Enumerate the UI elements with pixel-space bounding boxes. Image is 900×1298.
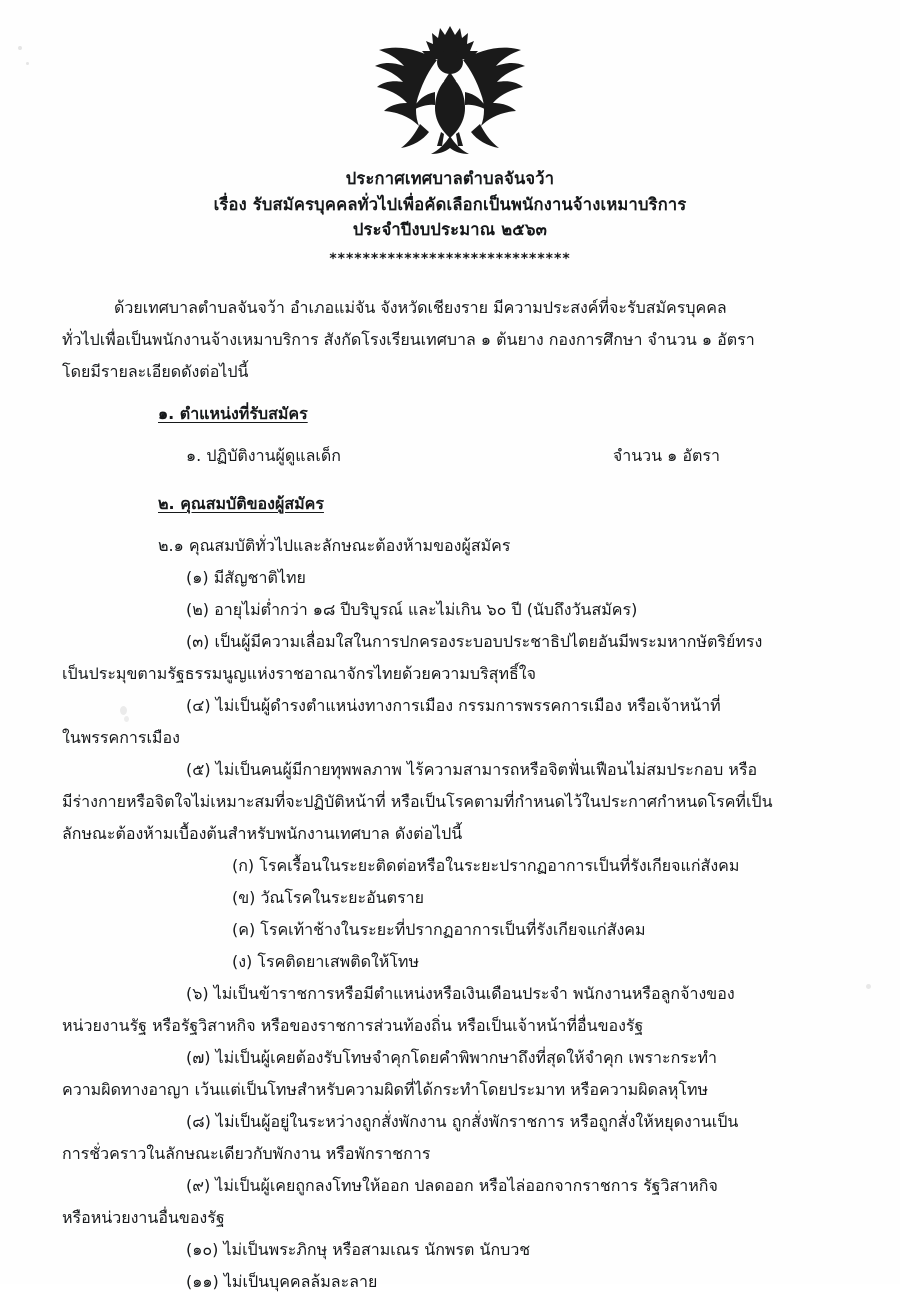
list-item-continuation: หน่วยงานรัฐ หรือรัฐวิสาหกิจ หรือของราชการส่วนท้องถิ่น หรือเป็นเจ้าหน้าที่อื่นของรัฐ: [62, 1016, 644, 1036]
sub-list-item: (ง) โรคติดยาเสพติดให้โทษ: [232, 952, 420, 972]
scan-speck: [866, 984, 871, 989]
section-1-heading: [62, 398, 838, 430]
section-2-heading-text: ๒. คุณสมบัติของผู้สมัคร: [158, 494, 324, 514]
list-item: (๘) ไม่เป็นผู้อยู่ในระหว่างถูกสั่งพักงาน ถูกสั่งพักราชการ หรือถูกสั่งให้หยุดงานเป็น: [186, 1112, 739, 1132]
sub-list-item: (ข) วัณโรคในระยะอันตราย: [232, 888, 425, 908]
section-1-heading-text: ๑. ตำแหน่งที่รับสมัคร: [158, 404, 308, 424]
scan-speck: [26, 62, 29, 65]
list-item: (๔) ไม่เป็นผู้ดำรงตำแหน่งทางการเมือง กรรมการพรรคการเมือง หรือเจ้าหน้าที่: [186, 696, 721, 716]
document-body: [62, 292, 838, 1298]
scan-speck: [120, 706, 127, 715]
list-item: (๗) ไม่เป็นผู้เคยต้องรับโทษจำคุกโดยคำพิพากษาถึงที่สุดให้จำคุก เพราะกระทำ: [186, 1048, 718, 1068]
section-1-position-amount: จำนวน ๑ อัตรา: [612, 446, 720, 466]
garuda-emblem: [365, 20, 535, 160]
list-item: (๑๑) ไม่เป็นบุคคลล้มละลาย: [186, 1272, 378, 1292]
section-2-subheading: ๒.๑ คุณสมบัติทั่วไปและลักษณะต้องห้ามของผู้สมัคร: [158, 536, 511, 556]
sub-list-item: (ค) โรคเท้าช้างในระยะที่ปรากฏอาการเป็นที่รังเกียจแก่สังคม: [232, 920, 646, 940]
scan-speck: [124, 716, 129, 722]
intro-paragraph-line-3: โดยมีรายละเอียดดังต่อไปนี้: [62, 362, 249, 382]
header-title-line-1: ประกาศเทศบาลตำบลจันจว้า: [345, 169, 555, 188]
list-item: (๑๐) ไม่เป็นพระภิกษุ หรือสามเณร นักพรต นักบวช: [186, 1240, 531, 1260]
sub-list-item: (ก) โรคเรื้อนในระยะติดต่อหรือในระยะปรากฏอาการเป็นที่รังเกียจแก่สังคม: [232, 856, 740, 876]
section-1-position-label: ๑. ปฏิบัติงานผู้ดูแลเด็ก: [186, 446, 341, 466]
list-item-continuation: การชั่วคราวในลักษณะเดียวกับพักงาน หรือพักราชการ: [62, 1144, 431, 1164]
intro-paragraph-line-1: ด้วยเทศบาลตำบลจันจว้า อำเภอแม่จัน จังหวัดเชียงราย มีความประสงค์ที่จะรับสมัครบุคคล: [114, 298, 727, 318]
section-2-item-list: [62, 562, 838, 1298]
list-item-continuation: เป็นประมุขตามรัฐธรรมนูญแห่งราชอาณาจักรไทยด้วยความบริสุทธิ์ใจ: [62, 664, 536, 684]
intro-paragraph-line-2: ทั่วไปเพื่อเป็นพนักงานจ้างเหมาบริการ สังกัดโรงเรียนเทศบาล ๑ ต้นยาง กองการศึกษา จำนวน ๑ อัตรา: [62, 330, 755, 350]
header-divider: *****************************: [329, 250, 571, 267]
list-item: (๕) ไม่เป็นคนผู้มีกายทุพพลภาพ ไร้ความสามารถหรือจิตฟั่นเฟือนไม่สมประกอบ หรือ: [186, 760, 758, 780]
list-item-continuation: มีร่างกายหรือจิตใจไม่เหมาะสมที่จะปฏิบัติหน้าที่ หรือเป็นโรคตามที่กำหนดไว้ในประกาศกำหนดโรคที่เป็น: [62, 792, 773, 812]
list-item-continuation: หรือหน่วยงานอื่นของรัฐ: [62, 1208, 225, 1228]
section-1-position-row: [62, 440, 838, 472]
list-item: (๑) มีสัญชาติไทย: [186, 568, 306, 588]
header-title-line-3: ประจำปีงบประมาณ ๒๕๖๓: [352, 220, 548, 240]
header-title-line-2: เรื่อง รับสมัครบุคคลทั่วไปเพื่อคัดเลือกเป็นพนักงานจ้างเหมาบริการ: [213, 194, 687, 214]
list-item: (๓) เป็นผู้มีความเลื่อมใสในการปกครองระบอบประชาธิปไตยอันมีพระมหากษัตริย์ทรง: [186, 632, 763, 652]
list-item-continuation: ลักษณะต้องห้ามเบื้องต้นสำหรับพนักงานเทศบาล ดังต่อไปนี้: [62, 824, 463, 844]
list-item: (๙) ไม่เป็นผู้เคยถูกลงโทษให้ออก ปลดออก หรือไล่ออกจากราชการ รัฐวิสาหกิจ: [186, 1176, 718, 1196]
document-header: [62, 166, 838, 270]
emblem-container: [62, 20, 838, 164]
list-item-continuation: ในพรรคการเมือง: [62, 728, 180, 748]
section-2-heading: [62, 488, 838, 520]
list-item-continuation: ความผิดทางอาญา เว้นแต่เป็นโทษสำหรับความผิดที่ได้กระทำโดยประมาท หรือความผิดลหุโทษ: [62, 1080, 709, 1100]
list-item: (๒) อายุไม่ต่ำกว่า ๑๘ ปีบริบูรณ์ และไม่เกิน ๖๐ ปี (นับถึงวันสมัคร): [186, 600, 638, 620]
list-item: (๖) ไม่เป็นข้าราชการหรือมีตำแหน่งหรือเงินเดือนประจำ พนักงานหรือลูกจ้างของ: [186, 984, 735, 1004]
scan-speck: [18, 46, 22, 50]
